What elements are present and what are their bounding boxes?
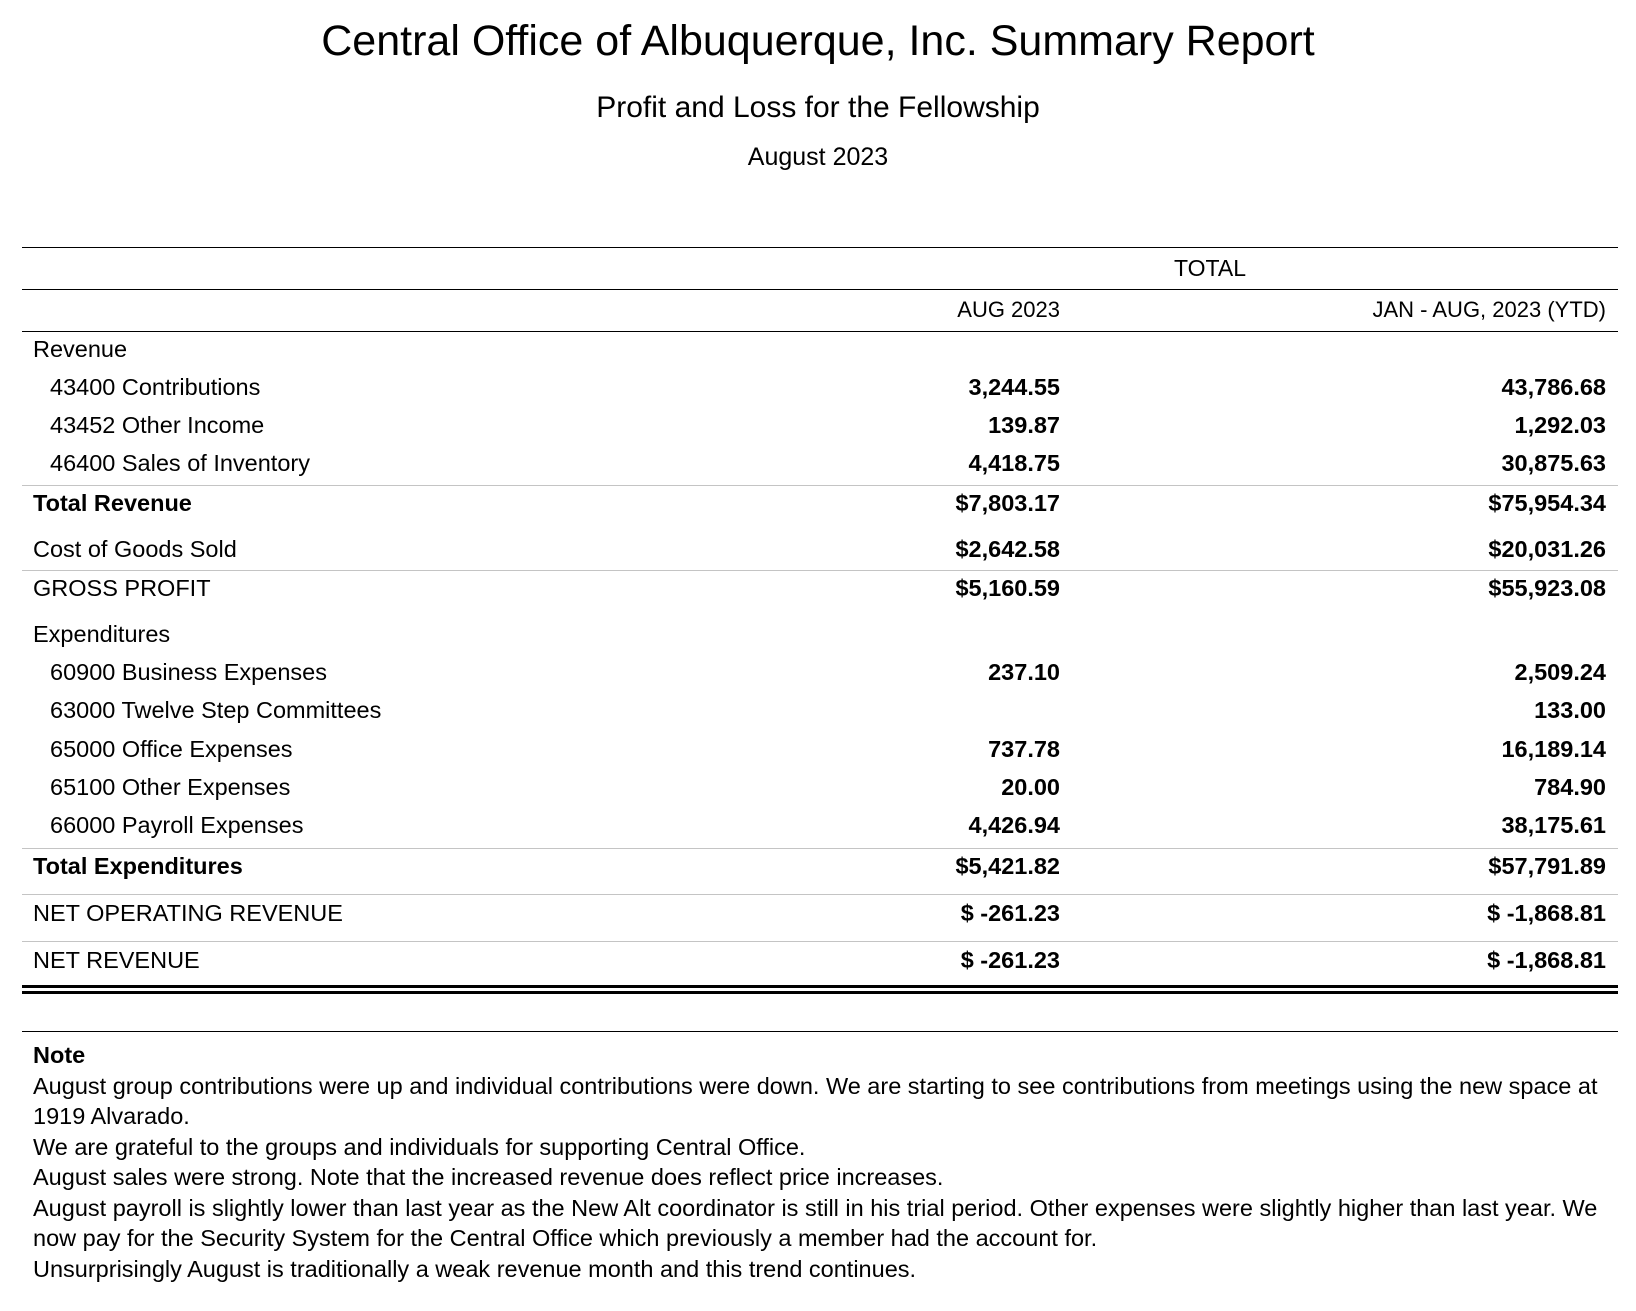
table-row [0, 446, 1636, 480]
table-row-total-revenue [0, 486, 1636, 520]
column-header-ytd: JAN - AUG, 2023 (YTD) [1372, 297, 1606, 322]
aug-value: $5,160.59 [955, 575, 1060, 601]
aug-value: $7,803.17 [955, 490, 1060, 516]
ytd-value: $ -1,868.81 [1487, 947, 1606, 973]
ytd-value: $20,031.26 [1488, 536, 1606, 562]
aug-value: 737.78 [988, 736, 1060, 762]
ytd-value: 2,509.24 [1514, 659, 1606, 685]
row-label: 63000 Twelve Step Committees [50, 697, 382, 723]
table-row [0, 770, 1636, 804]
table-row [0, 532, 1636, 566]
note-top-rule [22, 1031, 1618, 1032]
table-row [0, 408, 1636, 442]
ytd-value: 38,175.61 [1501, 812, 1606, 838]
ytd-value: 1,292.03 [1514, 412, 1606, 438]
table-row-total-expenditures [0, 849, 1636, 883]
row-label: Cost of Goods Sold [33, 536, 237, 562]
report-subtitle: Profit and Loss for the Fellowship [596, 91, 1040, 124]
row-label: 65000 Office Expenses [50, 736, 293, 762]
row-label: NET REVENUE [33, 947, 200, 973]
aug-value: 3,244.55 [968, 374, 1060, 400]
row-label: 65100 Other Expenses [50, 774, 291, 800]
ytd-value: 133.00 [1534, 697, 1606, 723]
note-line: August payroll is slightly lower than last year as the New Alt coordinator is still in his trial period. Other expenses were slightly higher than last year. We now pay for the Security System for the Central Office which previously a member had the account for. [33, 1194, 1598, 1251]
row-label: Total Revenue [33, 490, 192, 516]
row-label: 66000 Payroll Expenses [50, 812, 304, 838]
header-rule [22, 289, 1618, 290]
table-row [0, 617, 1636, 651]
row-label: 43400 Contributions [50, 374, 261, 400]
ytd-value: $75,954.34 [1488, 490, 1606, 516]
note-line: August group contributions were up and individual contributions were down. We are starting to see contributions from meetings using the new space at 1919 Alvarado. [33, 1072, 1598, 1129]
aug-value: 4,426.94 [968, 812, 1060, 838]
report-title: Central Office of Albuquerque, Inc. Summary Report [321, 17, 1315, 65]
table-row [0, 732, 1636, 766]
row-label: NET OPERATING REVENUE [33, 900, 343, 926]
note-line: August sales were strong. Note that the increased revenue does reflect price increases. [33, 1164, 944, 1190]
double-rule-top [22, 985, 1618, 988]
aug-value: 139.87 [988, 412, 1060, 438]
table-row [0, 655, 1636, 689]
row-label: 60900 Business Expenses [50, 659, 327, 685]
ytd-value: 30,875.63 [1501, 450, 1606, 476]
row-label: 46400 Sales of Inventory [50, 450, 310, 476]
column-header-aug-2023: AUG 2023 [957, 297, 1060, 322]
row-label: GROSS PROFIT [33, 575, 211, 601]
ytd-value: 43,786.68 [1501, 374, 1606, 400]
aug-value: 20.00 [1001, 774, 1060, 800]
double-rule-bottom [22, 991, 1618, 994]
aug-value: $ -261.23 [960, 947, 1060, 973]
ytd-value: 16,189.14 [1501, 736, 1606, 762]
ytd-value: 784.90 [1534, 774, 1606, 800]
report-period: August 2023 [747, 143, 889, 171]
table-row-net-operating-revenue [0, 896, 1636, 930]
table-row [0, 370, 1636, 404]
note-title: Note [33, 1042, 86, 1068]
ytd-value: $ -1,868.81 [1487, 900, 1606, 926]
table-row [0, 808, 1636, 842]
table-row-gross-profit [0, 571, 1636, 605]
row-label: Expenditures [33, 621, 171, 647]
table-row [0, 693, 1636, 727]
row-divider [22, 894, 1618, 895]
aug-value: 4,418.75 [968, 450, 1060, 476]
note-section [33, 1040, 1613, 1284]
note-line: We are grateful to the groups and individuals for supporting Central Office. [33, 1133, 806, 1160]
row-label: 43452 Other Income [50, 412, 265, 438]
aug-value: $5,421.82 [955, 853, 1060, 879]
aug-value: $2,642.58 [955, 536, 1060, 562]
aug-value: 237.10 [988, 659, 1060, 685]
row-label: Revenue [33, 336, 128, 362]
row-label: Total Expenditures [33, 853, 243, 879]
table-row [0, 332, 1636, 366]
ytd-value: $57,791.89 [1488, 853, 1606, 879]
row-divider [22, 941, 1618, 942]
total-column-group-header: TOTAL [1174, 255, 1246, 281]
table-top-rule [22, 247, 1618, 248]
aug-value: $ -261.23 [960, 900, 1060, 926]
ytd-value: $55,923.08 [1488, 575, 1606, 601]
table-row-net-revenue [0, 943, 1636, 977]
note-line: Unsurprisingly August is traditionally a weak revenue month and this trend continues. [33, 1255, 917, 1282]
